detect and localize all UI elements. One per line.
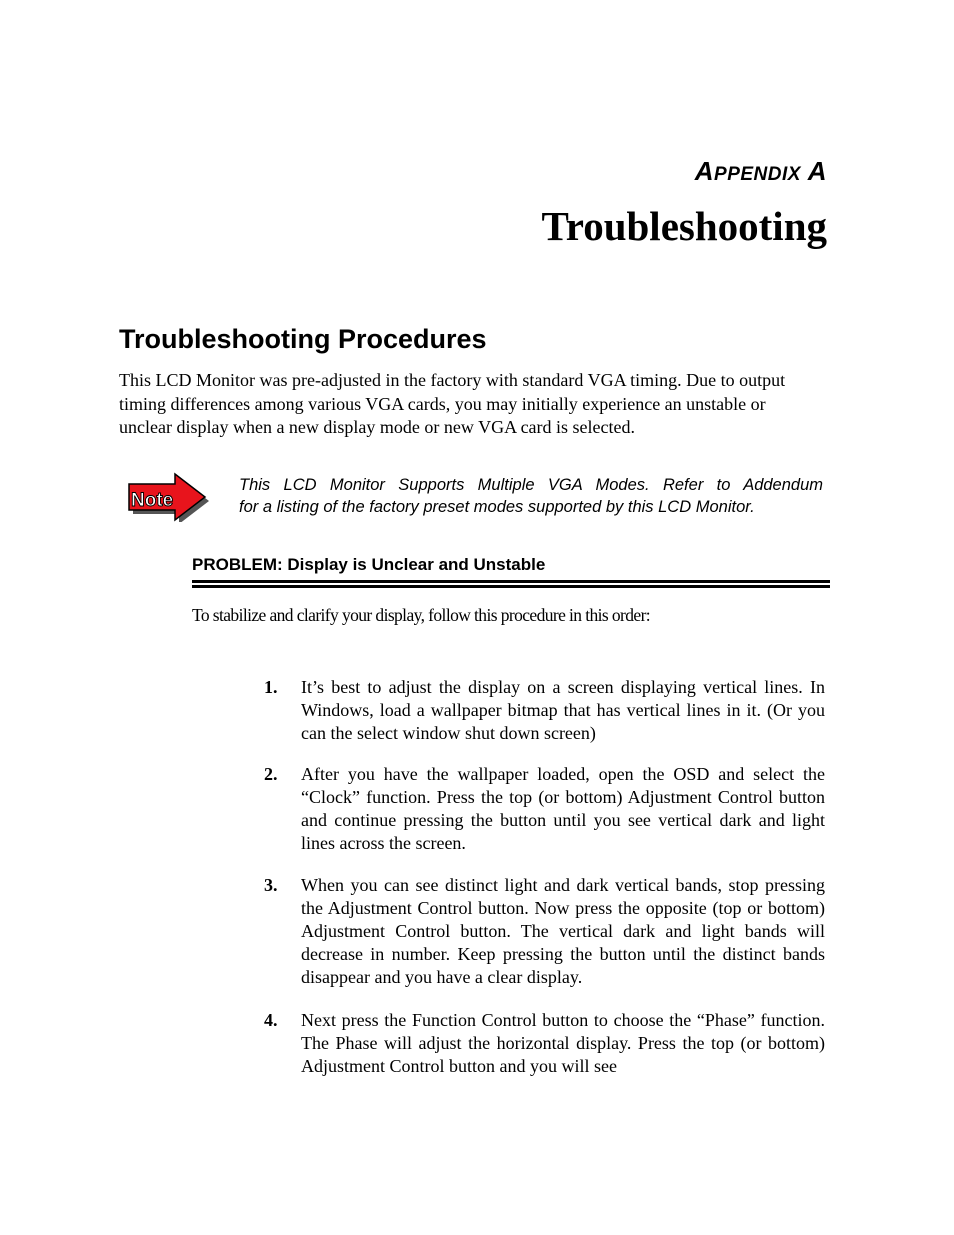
step-text: Next press the Function Control button to choose the “Phase” function. The Phase will adjust the horizontal display. Press the top (or bottom) Adjustment Control button and you will see xyxy=(301,1010,825,1076)
chapter-title: Troubleshooting xyxy=(541,203,827,249)
double-rule-divider xyxy=(192,580,830,589)
note-icon-label: Note xyxy=(131,490,174,511)
list-item xyxy=(264,1009,830,1078)
appendix-letter: A xyxy=(807,156,827,186)
list-item xyxy=(264,676,830,745)
procedure-intro: To stabilize and clarify your display, follow this procedure in this order: xyxy=(192,605,651,625)
problem-heading: PROBLEM: Display is Unclear and Unstable xyxy=(192,555,546,574)
note-line-2: for a listing of the factory preset modes supported by this LCD Monitor. xyxy=(239,498,755,516)
list-item xyxy=(264,763,830,855)
note-text xyxy=(239,474,823,518)
step-number: 3. xyxy=(264,875,278,895)
procedure-steps xyxy=(264,676,830,1078)
section-heading: Troubleshooting Procedures xyxy=(119,324,487,354)
appendix-prefix-small: PPENDIX xyxy=(714,164,801,185)
step-text: When you can see distinct light and dark vertical bands, stop pressing the Adjustment Control button. Now press the opposite (top or bottom) Adjustment Control button. The vertical dark and light bands will decrease in number. Keep pressing the button until the distinct bands disappear and you have a clear display. xyxy=(301,875,825,987)
step-text: It’s best to adjust the display on a screen displaying vertical lines. In Windows, load a wallpaper bitmap that has vertical lines in it. (Or you can the select window shut down screen) xyxy=(301,677,825,743)
appendix-label xyxy=(695,156,827,187)
intro-paragraph: This LCD Monitor was pre-adjusted in the factory with standard VGA timing. Due to output timing differences among various VGA cards, you may initially experience an unstable or unclear display when a new display mode or new VGA card is selected. xyxy=(119,370,786,437)
step-text: After you have the wallpaper loaded, open the OSD and select the “Clock” function. Press the top (or bottom) Adjustment Control button and continue pressing the button until you see vertical dark and light lines across the screen. xyxy=(301,764,825,853)
note-box xyxy=(125,470,835,530)
note-line-1: This LCD Monitor Supports Multiple VGA Modes. Refer to Addendum xyxy=(239,476,823,494)
step-number: 4. xyxy=(264,1010,278,1030)
note-arrow-icon xyxy=(125,472,211,522)
step-number: 2. xyxy=(264,764,278,784)
list-item xyxy=(264,874,830,989)
appendix-prefix-big: A xyxy=(694,156,715,186)
step-number: 1. xyxy=(264,677,278,697)
